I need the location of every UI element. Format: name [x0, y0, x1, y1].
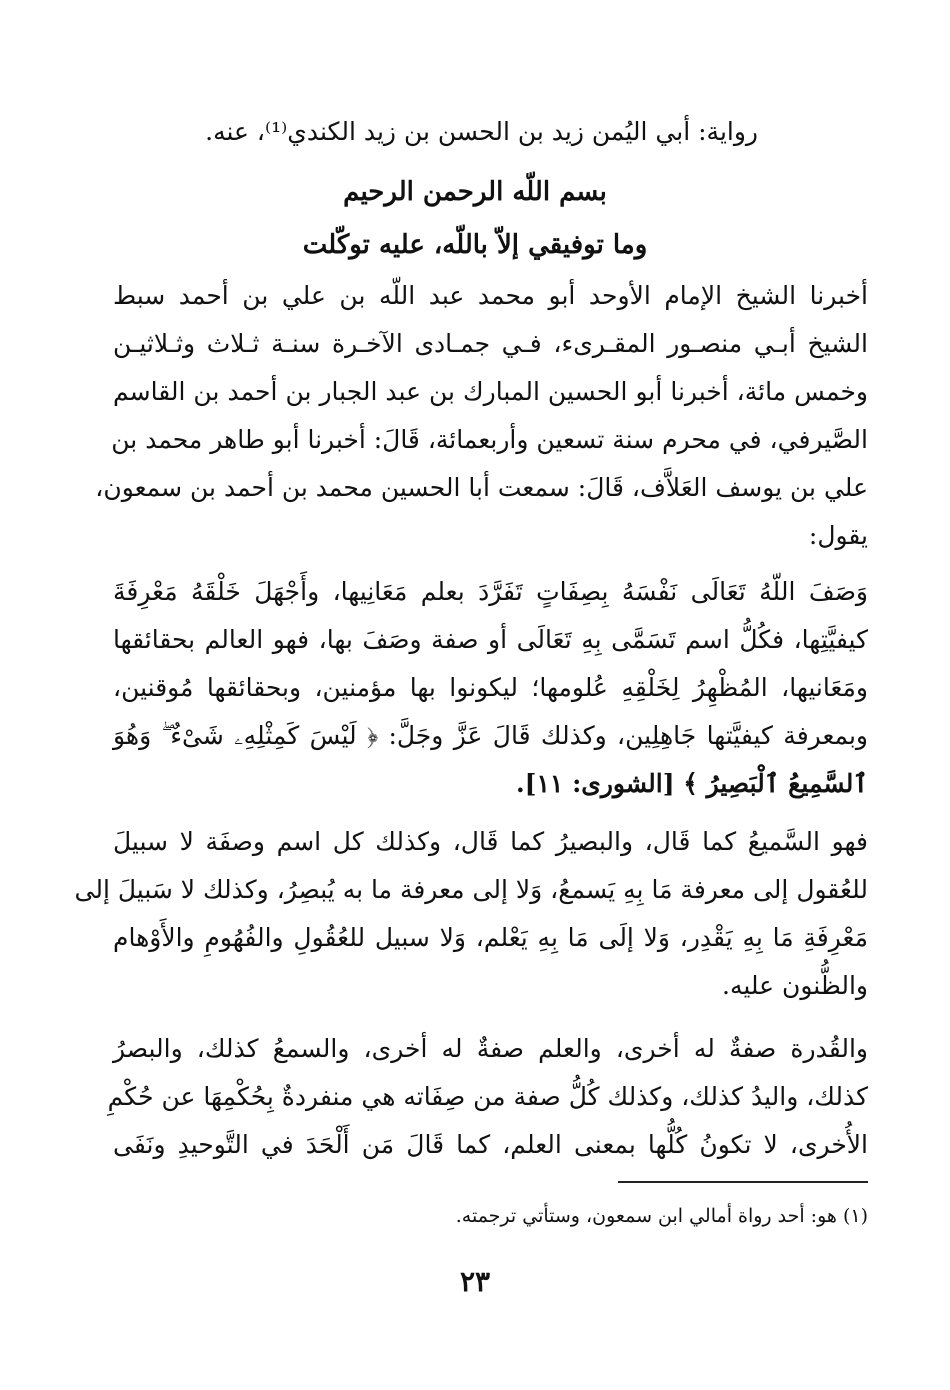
text-line: يقول:: [808, 521, 868, 550]
page-number: ٢٣: [459, 1265, 491, 1298]
text-line: والظُّنون عليه.: [722, 971, 868, 1000]
text-line: فهو السَّميعُ كما قَال، والبصيرُ كما قَال، وكذلك كل اسم وصفَة لا سبيلَ: [113, 827, 868, 856]
text-line: للعُقول إلى معرفة مَا بِهِ يَسمعُ، وَلا إلى معرفة ما به يُبصِرُ، وكذلك لا سَبيلَ إلى: [74, 875, 868, 904]
text-line: علي بن يوسف العَلاَّف، قَالَ: سمعت أبا الحسين محمد بن أحمد بن سمعون،: [95, 473, 868, 502]
paragraph-isnad: [95, 272, 868, 560]
basmala-heading: بسم اللّه الرحمن الرحيم: [343, 177, 607, 207]
intro-text: رواية: أبي اليُمن زيد بن الحسن بن زيد الكندي⁽¹⁾، عنه.: [205, 117, 758, 146]
text-line: وخمس مائة، أخبرنا أبو الحسين المبارك بن عبد الجبار بن أحمد بن القاسم: [113, 377, 868, 406]
paragraph-attributes: [113, 568, 868, 808]
paragraph-hearing-sight: [74, 818, 868, 1010]
footnote: (١) هو: أحد رواة أمالي ابن سمعون، وستأتي ترجمته.: [455, 1205, 868, 1227]
text-line: أخبرنا الشيخ الإمام الأوحد أبو محمد عبد اللّه بن علي بن أحمد سبط: [113, 281, 868, 310]
paragraph-power: [107, 1025, 868, 1169]
footnote-separator: [618, 1181, 868, 1183]
text-line: وَصَفَ اللّهُ تَعَالَى نَفْسَهُ بِصِفَاتٍ تَفَرَّدَ بعلم مَعَانِيها، وأَجْهَلَ خَلْقَهُ مَعْرِفَةَ: [113, 577, 868, 606]
text-line: كذلك، واليدُ كذلك، وكذلك كُلُّ صفة من صِفَاته هي منفردةٌ بِحُكْمِهَا عن حُكْمِ: [107, 1082, 868, 1111]
text-line: وبمعرفة كيفيَّتها جَاهِلِين، وكذلك قَالَ عَزَّ وجَلَّ: ﴿ لَيْسَ كَمِثْلِهِۦ شَىْءٌ ۖ وَهُوَ: [113, 721, 868, 750]
text-line: والقُدرة صفةٌ له أخرى، والعلم صفةٌ له أخرى، والسمعُ كذلك، والبصرُ: [113, 1034, 868, 1063]
text-line: الصَّيرفي، في محرم سنة تسعين وأربعمائة، قَالَ: أخبرنا أبو طاهر محمد بن: [111, 425, 868, 454]
text-line: ومَعَانيها، المُظْهِرُ لِخَلْقِهِ عُلومها؛ ليكونوا بها مؤمنين، وبحقائقها مُوقنين،: [113, 673, 868, 702]
text-line: مَعْرِفَةِ مَا بِهِ يَقْدِر، وَلا إلَى مَا بِهِ يَعْلم، وَلا سبيل للعُقُولِ والفُهُومِ والأَوْهام: [113, 923, 868, 952]
text-line: الشيخ أبـي منصـور المقـرىء، فـي جمـادى الآخـرة سنـة ثـلاث وثـلاثيـن: [113, 329, 868, 358]
text-line: كيفيَّتِها، فكُلُّ اسم تَسَمَّى بِهِ تَعَالَى أو صفة وصَفَ بها، فهو العالم بحقائقها: [113, 625, 868, 654]
text-line: الأُخرى، لا تكونُ كُلُّها بمعنى العلم، كما قَالَ مَن أَلْحَدَ في التَّوحيدِ ونَفَى: [113, 1130, 868, 1159]
tawfiq-heading: وما توفيقي إلاّ باللّه، عليه توكّلت: [302, 230, 648, 260]
quran-verse-line: ٱلسَّمِيعُ ٱلْبَصِيرُ ﴾ [الشورى: ١١].: [515, 769, 868, 798]
intro-line: [113, 108, 868, 156]
